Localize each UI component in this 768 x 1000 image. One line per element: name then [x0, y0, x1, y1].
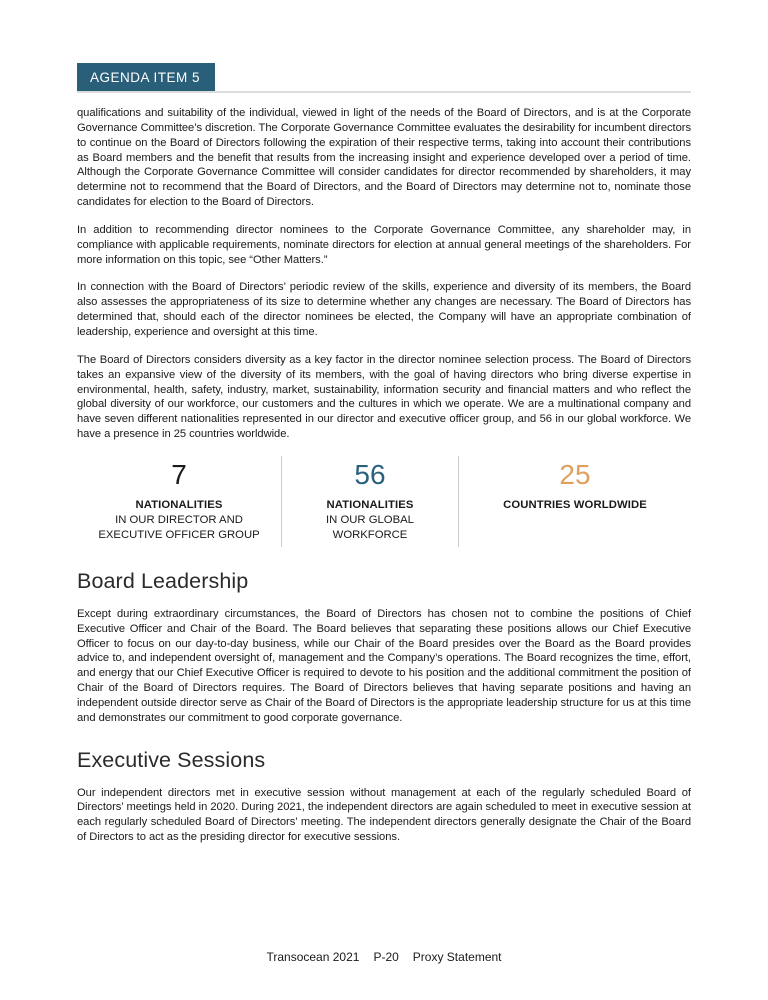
body-paragraph: Except during extraordinary circumstances, the Board of Directors has chosen not to combine the positions of Chief Executive Officer and Chair of the Board. The Board believes that separating these positions allows our Chief Executive Officer to focus on our day-to-day business, while our Chair of the Board presides over the Board as the Board provides advice to, and independent oversight of, management and the Company’s operations. The Board recognizes the time, effort, and energy that our Chief Executive Officer is required to devote to his position and the additional commitment the position of Chair of the Board of Directors requires. The Board of Directors believes that having separate positions and having an independent outside director serve as Chair of the Board of Directors is the appropriate leadership structure for us at this time and demonstrates our commitment to good corporate governance. — [77, 607, 691, 724]
body-paragraph: Our independent directors met in executive session without management at each of the regularly scheduled Board of Directors’ meetings held in 2020. During 2021, the independent directors are again scheduled to meet in executive session at each regularly scheduled Board of Directors’ meeting. The independent directors generally designate the Chair of the Board of Directors to act as the presiding director for executive sessions. — [77, 786, 691, 844]
stat-label: NATIONALITIES — [326, 498, 414, 511]
body-paragraph: In addition to recommending director nominees to the Corporate Governance Committee, any shareholder may, in compliance with applicable requirements, nominate directors for election at annual general meetings of the shareholders. For more information on this topic, see “Other Matters.” — [77, 223, 691, 266]
body-paragraph: In connection with the Board of Directors’ periodic review of the skills, experience and diversity of its members, the Board also assesses the appropriateness of its size to determine whether any changes are necessary. The Board of Directors has determined that, should each of the director nominees be elected, the Company will have an appropriate combination of leadership, experience and oversight at this time. — [77, 281, 691, 338]
stat-value: 7 — [171, 458, 187, 490]
diversity-stats — [77, 456, 691, 547]
stat-label: COUNTRIES WORLDWIDE — [503, 498, 647, 511]
stat-nationalities-workforce — [281, 456, 458, 547]
stat-sublabel: IN OUR GLOBAL WORKFORCE — [326, 513, 414, 541]
footer-page-number: P-20 — [373, 950, 399, 964]
stat-nationalities-directors — [77, 456, 281, 547]
page-footer — [0, 950, 768, 964]
body-paragraph: The Board of Directors considers diversity as a key factor in the director nominee selection process. The Board of Directors takes an expansive view of the diversity of its members, with the goal of having directors who bring diverse expertise in environmental, health, safety, industry, market, sustainability, information security and financial matters and who reflect the global diversity of our workforce, our customers and the cultures in which we operate. We are a multinational company and have seven different nationalities represented in our director and executive officer group, and 56 in our global workforce. We have a presence in 25 countries worldwide. — [77, 353, 691, 441]
agenda-item-badge: AGENDA ITEM 5 — [77, 63, 215, 91]
stat-countries-worldwide — [458, 456, 691, 547]
section-heading-executive-sessions: Executive Sessions — [77, 747, 266, 772]
stat-sublabel: IN OUR DIRECTOR AND EXECUTIVE OFFICER GROUP — [98, 513, 260, 541]
section-heading-board-leadership: Board Leadership — [77, 568, 249, 593]
footer-brand: Transocean 2021 — [266, 950, 360, 964]
stat-label: NATIONALITIES — [135, 498, 223, 511]
body-paragraph: qualifications and suitability of the individual, viewed in light of the needs of the Board of Directors, and is at the Corporate Governance Committee’s discretion. The Corporate Governance Committee evaluates the desirability for incumbent directors to continue on the Board of Directors following the expiration of their respective terms, taking into account their contributions as Board members and the benefit that results from the increasing insight and experience developed over a period of time. Although the Corporate Governance Committee will consider candidates for director recommended by shareholders, it may determine not to recommend that the Board of Directors, and the Board of Directors may determine not to, nominate those candidates for election to the Board of Directors. — [77, 107, 691, 209]
footer-doc-title: Proxy Statement — [412, 950, 502, 964]
stat-value: 56 — [354, 458, 386, 490]
agenda-header — [77, 0, 691, 93]
stat-value: 25 — [559, 458, 591, 490]
